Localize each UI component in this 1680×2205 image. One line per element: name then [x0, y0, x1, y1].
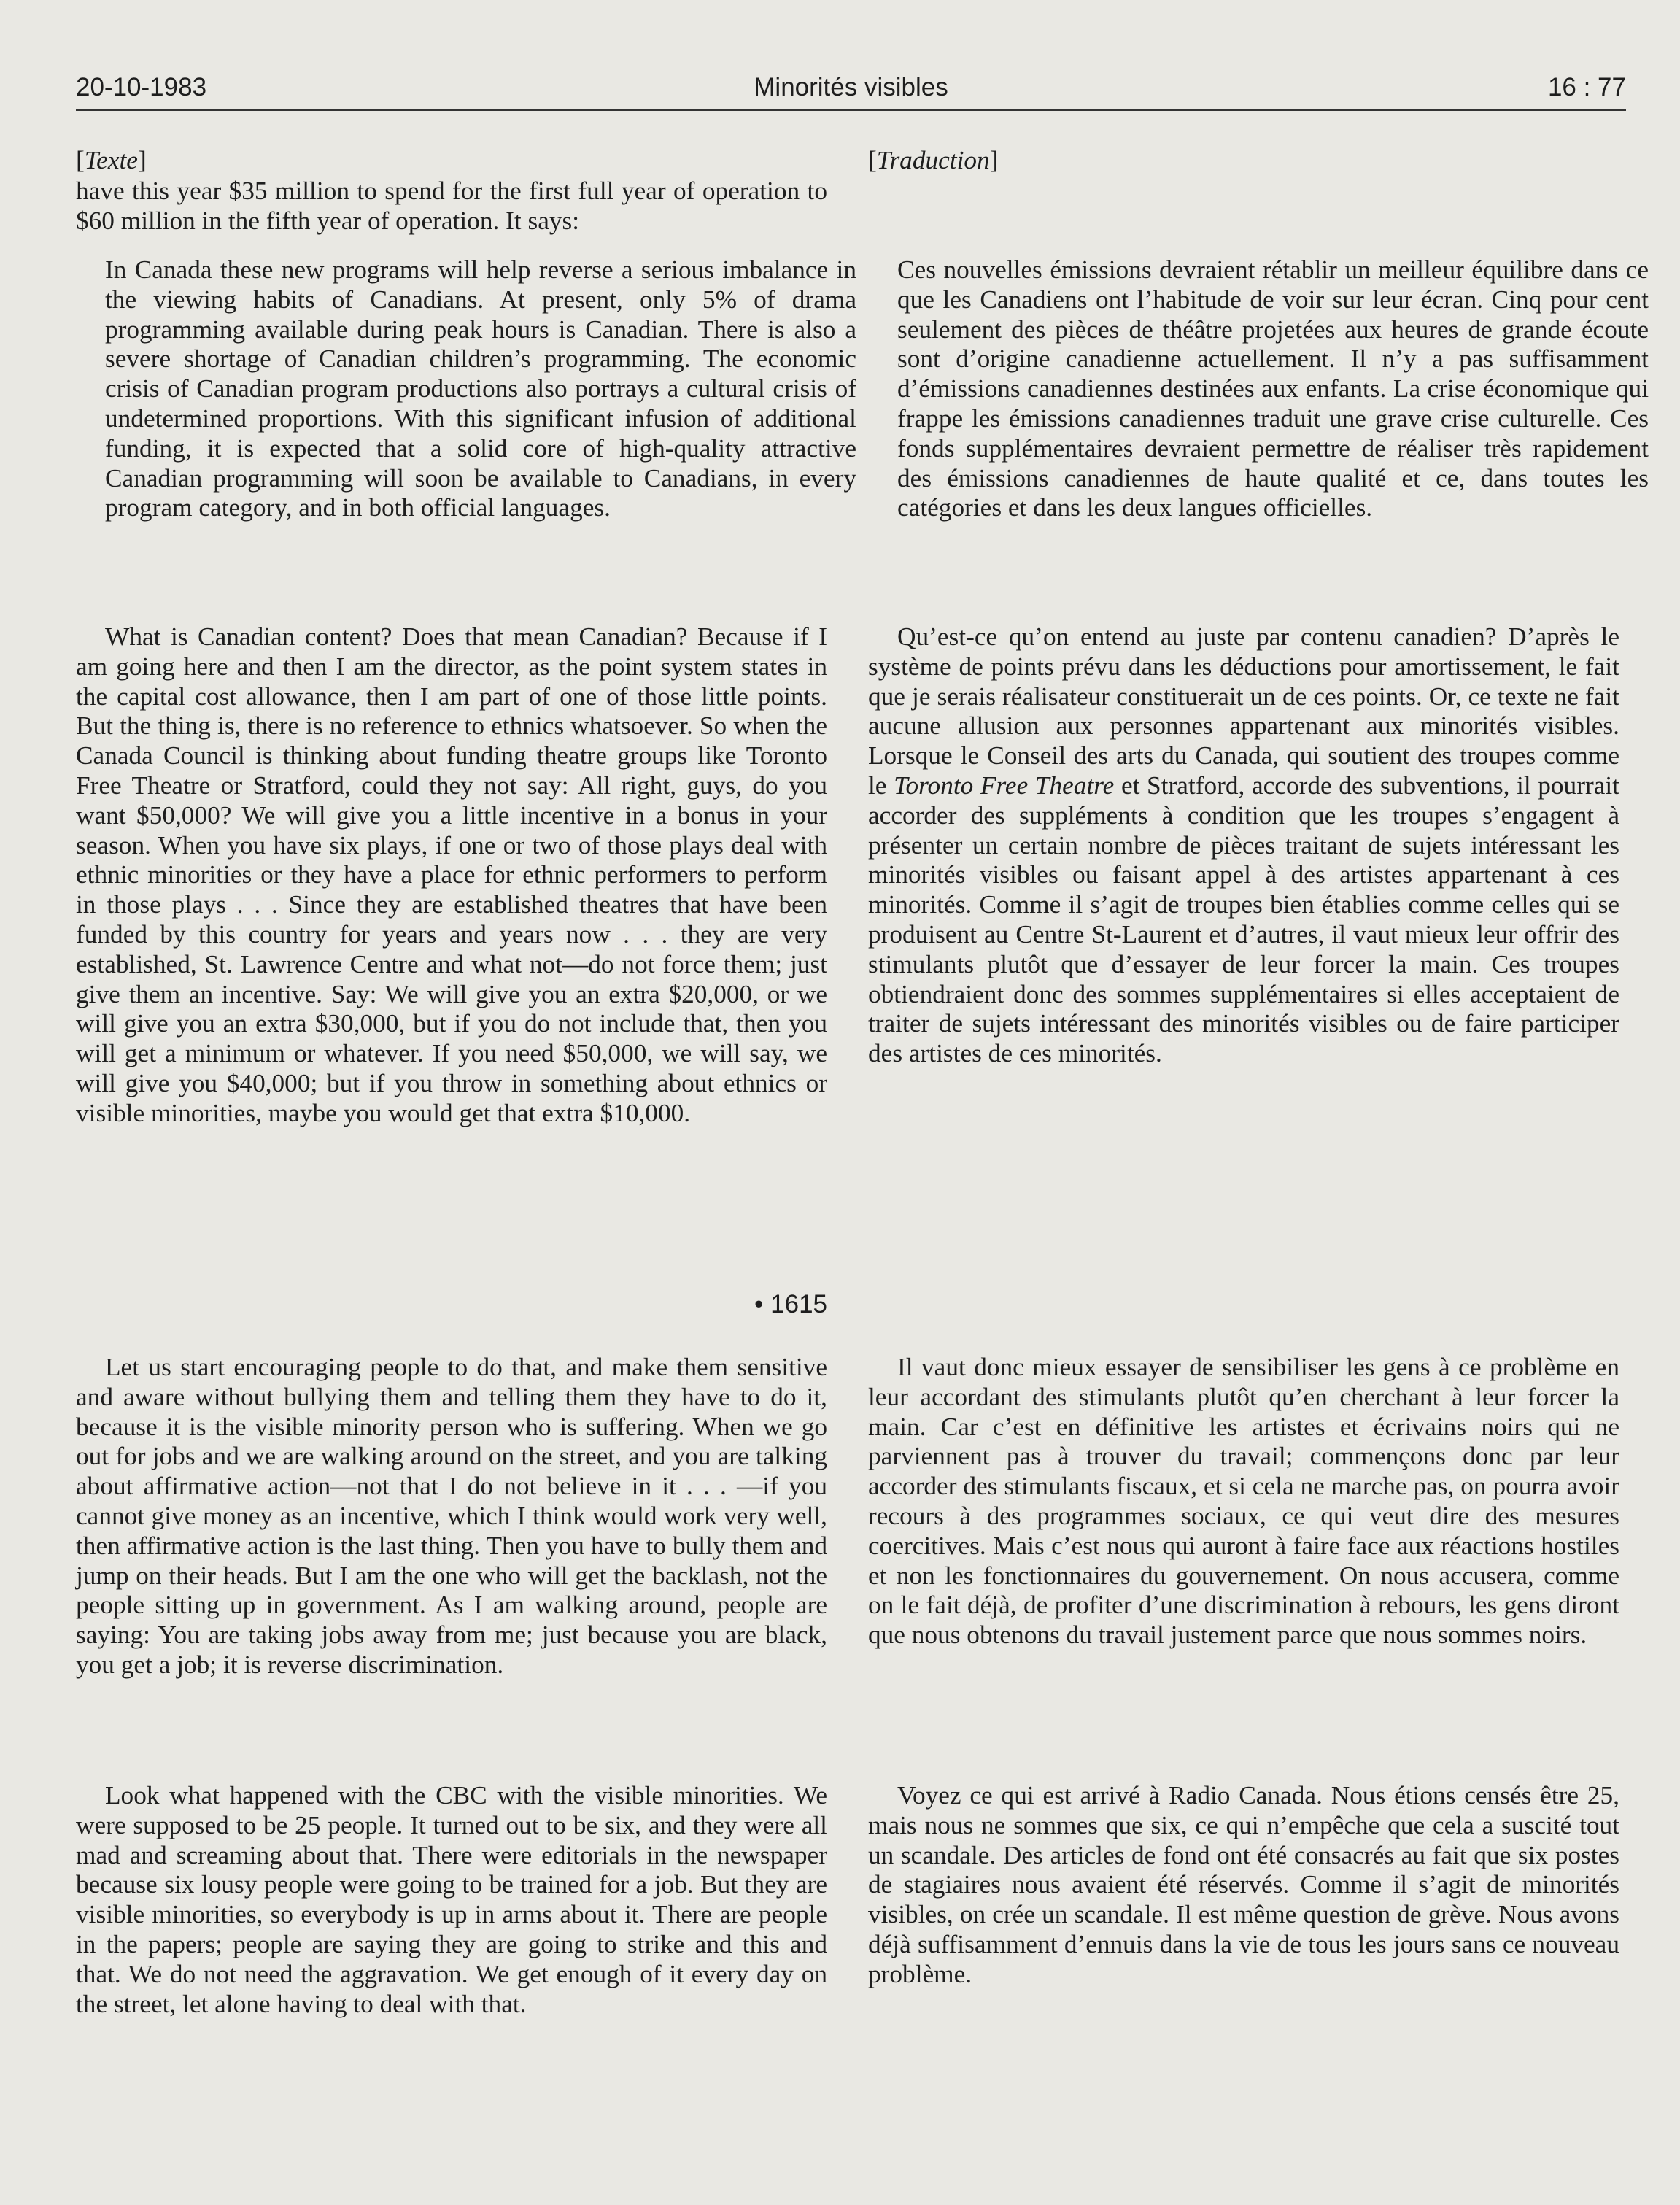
english-paragraph-3: Look what happened with the CBC with the visible minorities. We were supposed to be 25 people. It turned out to be six, and they were all mad and screaming about that. There were editorials in the newspaper because six lousy people were going to be trained for a job. But they are visible minorities, so everybody is up in arms about it. There are people in the papers; people are saying they are going to strike and this and that. We do not need the aggravation. We get enough of it every day on the street, let alone having to deal with that.	[76, 1781, 827, 2018]
header-page-number: 16 : 77	[1547, 73, 1626, 101]
french-paragraph-2: Qu’est-ce qu’on entend au juste par contenu canadien? D’après le système de points prévu dans les déductions pour amortissement, le fait que je serais réalisateur constituerait un de ces points. Or, ce texte ne fait aucune allusion aux personnes appartenant aux minorités visibles. Lorsque le Conseil des arts du Canada, qui soutient des troupes comme le Toronto Free Theatre et Stratford, accorde des subventions, il pourrait accorder des suppléments à condition que les troupes s’engagent à présenter un certain nombre de pièces traitant de sujets intéressant les minorités visibles ou faisant appel à des artistes appartenant à ces minorités. Comme il s’agit de troupes bien établies comme celles qui se produisent au Centre St-Laurent et d’autres, il vaut mieux leur offrir des stimulants plutôt que d’essayer de leur forcer la main. Ces troupes obtiendraient donc des sommes supplémentaires si elles acceptaient de traiter de sujets intéressant des minorités visibles ou de faire participer des artistes de ces minorités.	[868, 622, 1619, 1068]
french-label: [Traduction]	[868, 146, 999, 174]
english-quote: In Canada these new programs will help reverse a serious imbalance in the viewing habits of Canadians. At present, only 5% of drama programming available during peak hours is Canadian. There is also a severe shortage of Canadian children’s programming. The economic crisis of Canadian program productions also portrays a cultural crisis of undetermined proportions. With this significant infusion of additional funding, it is expected that a solid core of high-quality attractive Canadian programming will soon be available to Canadians, in every program category, and in both official languages.	[105, 255, 856, 522]
english-label: [Texte]	[76, 146, 147, 174]
french-paragraph-1: Ces nouvelles émissions devraient rétablir un meilleur équilibre dans ce que les Canadiens ont l’habitude de voir sur leur écran. Cinq pour cent seulement des pièces de théâtre projetées aux heures de grande écoute sont d’origine canadienne actuellement. Il n’y a pas suffisamment d’émissions canadiennes destinées aux enfants. La crise économique qui frappe les émissions canadiennes traduit une grave crise culturelle. Ces fonds supplémentaires devraient permettre de réaliser très rapidement des émissions canadiennes de haute qualité et ce, dans toutes les catégories et dans les deux langues officielles.	[897, 255, 1649, 522]
english-intro: have this year $35 million to spend for the first full year of operation to $60 million in the fifth year of operation. It says:	[76, 177, 827, 235]
page-header	[76, 70, 1626, 111]
header-date: 20-10-1983	[76, 73, 207, 101]
english-paragraph-2: Let us start encouraging people to do that, and make them sensitive and aware without bullying them and telling them they have to do it, because it is the visible minority person who is suffering. When we go out for jobs and we are walking around on the street, and you are talking about affirmative action—not that I do not believe in it . . . —if you cannot give money as an incentive, which I think would work very well, then affirmative action is the last thing. Then you have to bully them and jump on their heads. But I am the one who will get the backlash, not the people sitting up in government. As I am walking around, people are saying: You are taking jobs away from me; just because you are black, you get a job; it is reverse discrimination.	[76, 1353, 827, 1679]
french-paragraph-4: Voyez ce qui est arrivé à Radio Canada. Nous étions censés être 25, mais nous ne sommes que six, ce qui n’empêche que cela a suscité tout un scandale. Des articles de fond ont été consacrés au fait que six postes de stagiaires nous avaient été réservés. Comme il s’agit de minorités visibles, on crée un scandale. Il est même question de grève. Nous avons déjà suffisamment d’ennuis dans la vie de tous les jours sans ce nouveau problème.	[868, 1781, 1619, 1988]
time-marker: • 1615	[754, 1290, 827, 1318]
french-paragraph-3: Il vaut donc mieux essayer de sensibiliser les gens à ce problème en leur accordant des stimulants plutôt qu’en cherchant à leur forcer la main. Car c’est en définitive les artistes et écrivains noirs qui ne parviennent pas à trouver du travail; commençons donc par leur accorder des stimulants fiscaux, et si cela ne marche pas, on pourra avoir recours à des programmes sociaux, ce qui veut dire des mesures coercitives. Mais c’est nous qui auront à faire face aux réactions hostiles et non les fonctionnaires du gouvernement. On nous accusera, comme on le fait déjà, de profiter d’une discrimination à rebours, les gens diront que nous obtenons du travail justement parce que nous sommes noirs.	[868, 1353, 1619, 1650]
english-paragraph-1: What is Canadian content? Does that mean Canadian? Because if I am going here and then I am the director, as the point system states in the capital cost allowance, then I am part of one of those little points. But the thing is, there is no reference to ethnics whatsoever. So when the Canada Council is thinking about funding theatre groups like Toronto Free Theatre or Stratford, could they not say: All right, guys, do you want $50,000? We will give you a little incentive in a bonus in your season. When you have six plays, if one or two of those plays deal with ethnic minorities or they have a place for ethnic performers to perform in those plays . . . Since they are established theatres that have been funded by this country for years and years now . . . they are very established, St. Lawrence Centre and what not—do not force them; just give them an incentive. Say: We will give you an extra $20,000, or we will give you an extra $30,000, but if you do not include that, then you will get a minimum or whatever. If you need $50,000, we will say, we will give you $40,000; but if you throw in something about ethnics or visible minorities, maybe you would get that extra $10,000.	[76, 622, 827, 1127]
header-title: Minorités visibles	[754, 73, 948, 101]
